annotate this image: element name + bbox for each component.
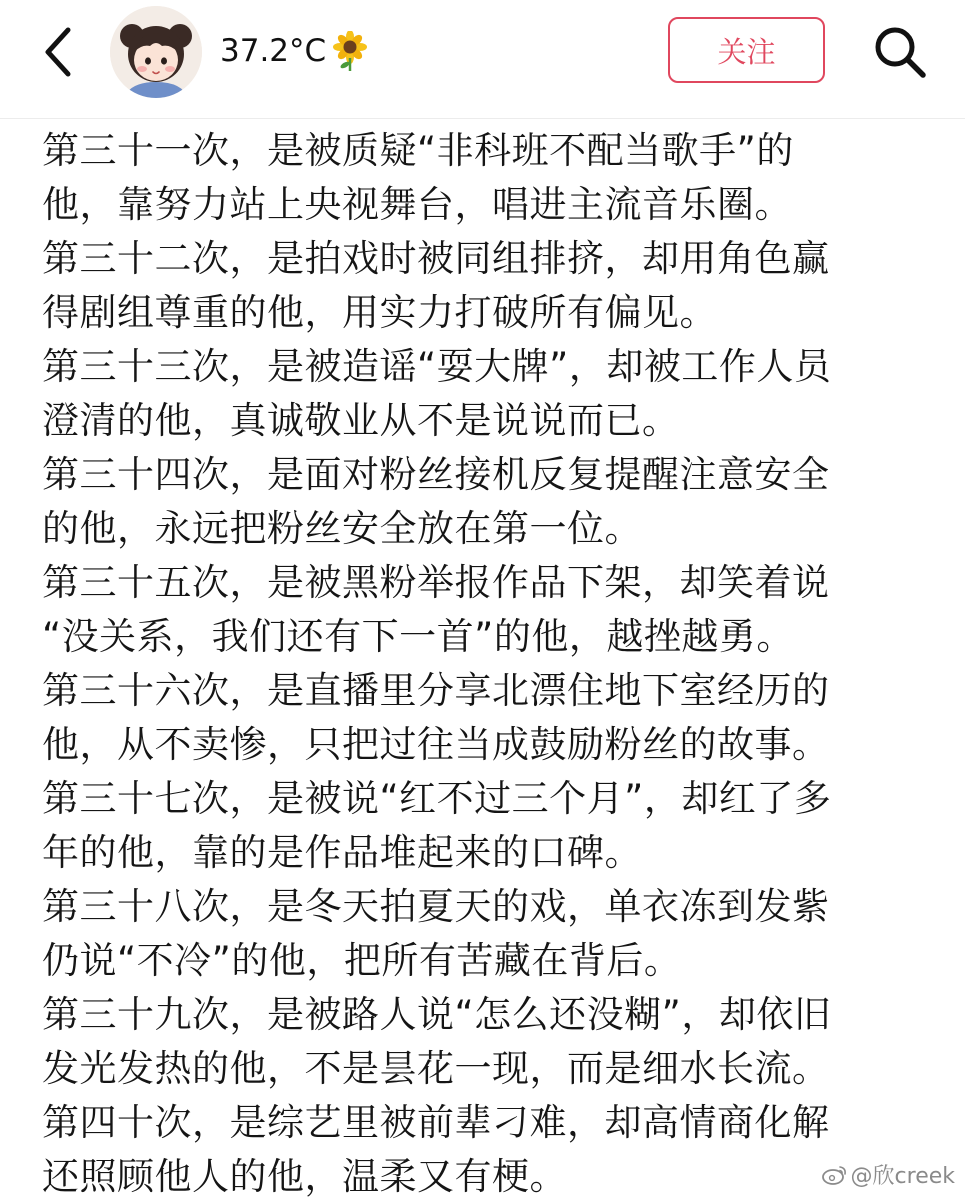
post-text-line: 年的他，靠的是作品堆起来的口碑。 (42, 831, 642, 874)
post-text-line: 第三十九次，是被路人说“怎么还没糊”，却依旧 (42, 993, 832, 1036)
post-text-line: 的他，永远把粉丝安全放在第一位。 (42, 507, 642, 550)
post-text-line: 第三十五次，是被黑粉举报作品下架，却笑着说 (42, 561, 830, 604)
username-text: 37.2°C (220, 33, 327, 69)
search-icon (870, 22, 930, 82)
weibo-icon (822, 1164, 848, 1186)
post-text-line: “没关系，我们还有下一首”的他，越挫越勇。 (42, 615, 794, 658)
post-text-line: 仍说“不冷”的他，把所有苦藏在背后。 (42, 939, 682, 982)
post-text-line: 第三十一次，是被质疑“非科班不配当歌手”的 (42, 129, 794, 172)
post-text-line: 第三十二次，是拍戏时被同组排挤，却用角色赢 (42, 237, 830, 280)
post-text-line: 第三十三次，是被造谣“耍大牌”，却被工作人员 (42, 345, 832, 388)
post-text-line: 第三十四次，是面对粉丝接机反复提醒注意安全 (42, 453, 830, 496)
post-text-line: 还照顾他人的他，温柔又有梗。 (42, 1155, 567, 1198)
back-button[interactable] (34, 22, 84, 82)
post-text-line: 他，靠努力站上央视舞台，唱进主流音乐圈。 (42, 183, 792, 226)
avatar[interactable] (110, 6, 202, 98)
watermark-text: @欣creek (850, 1164, 955, 1189)
post-text-line: 第三十八次，是冬天拍夏天的戏，单衣冻到发紫 (42, 885, 830, 928)
post-text-line: 得剧组尊重的他，用实力打破所有偏见。 (42, 291, 717, 334)
follow-button[interactable]: 关注 (668, 17, 825, 83)
watermark (822, 1159, 955, 1190)
post-text-line: 发光发热的他，不是昙花一现，而是细水长流。 (42, 1047, 830, 1090)
username[interactable] (220, 26, 368, 76)
top-bar (0, 0, 965, 119)
post-text-line: 澄清的他，真诚敬业从不是说说而已。 (42, 399, 680, 442)
sunflower-icon (332, 31, 368, 71)
post-text-line: 第三十六次，是直播里分享北漂住地下室经历的 (42, 669, 830, 712)
search-button[interactable] (870, 22, 930, 82)
post-text-line: 第三十七次，是被说“红不过三个月”，却红了多 (42, 777, 832, 820)
chevron-left-icon (34, 22, 84, 82)
post-text-line: 第四十次，是综艺里被前辈刁难，却高情商化解 (42, 1101, 830, 1144)
post-text-line: 他，从不卖惨，只把过往当成鼓励粉丝的故事。 (42, 723, 830, 766)
avatar-girl-icon (110, 6, 202, 98)
